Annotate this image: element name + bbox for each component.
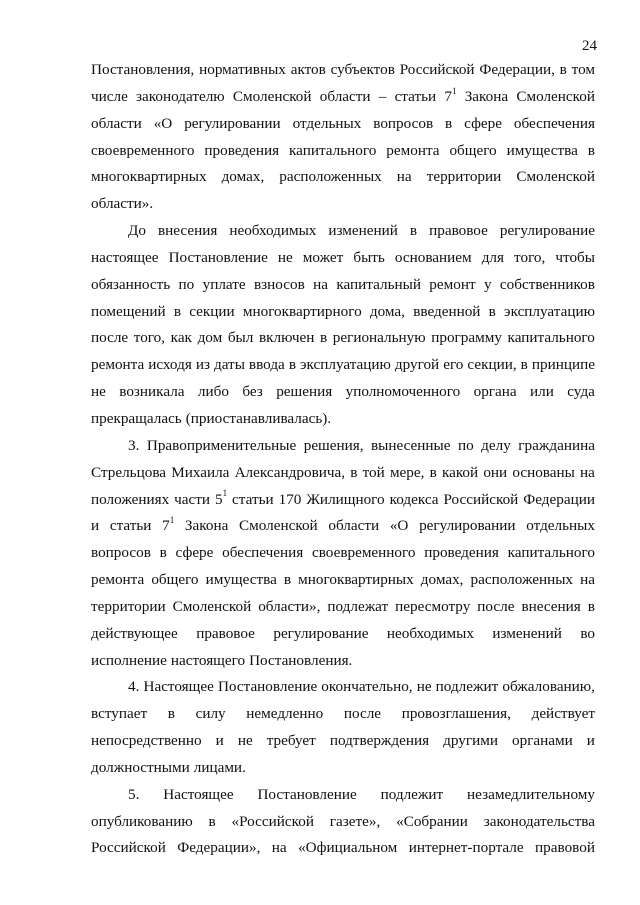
word: на [313,275,328,293]
word: подлежат [327,597,389,615]
word: Постановление [217,678,318,696]
word: дома, [369,302,405,320]
word: быть [353,248,385,266]
text-line [91,164,595,191]
word: правовой [535,839,595,857]
word: в [559,61,567,78]
text-line [91,540,595,567]
word: мере, [389,463,425,481]
text-line [91,433,595,460]
word: имущества [506,141,578,159]
word: необходимых [386,624,474,642]
text-line [91,835,595,862]
text-line [91,460,595,487]
word: той [362,463,385,481]
word: собственников [499,275,595,293]
text-line [91,809,595,836]
word: ремонт [429,275,476,293]
word: в [409,222,418,240]
word: его [443,356,464,374]
word: Федерации [523,490,595,508]
word: вопросов [91,544,151,562]
word: после [343,705,382,723]
word: $7^1$ [162,515,175,535]
word: актов [290,61,326,78]
word: по [178,275,195,293]
word: в [283,571,292,589]
word: провозглашения, [401,705,511,723]
word: взносов [254,275,305,293]
word: сфере [175,544,214,562]
word: они [483,463,508,481]
word: внесения [157,222,218,240]
word: был [227,329,254,347]
word: и [215,732,224,750]
text-line [91,594,595,621]
word: До [128,222,146,240]
word: Смоленской [516,87,595,105]
word: как [170,329,192,347]
word: секции [189,302,235,320]
word: силу [195,705,226,723]
word: во [580,624,595,642]
word: действует [531,705,595,723]
word: законодательства [483,812,595,830]
word: пересмотру [395,597,471,615]
word: в [350,463,358,481]
word: ремонта [91,571,145,589]
word: незамедлительному [467,785,595,803]
word: домах, [420,571,464,589]
word: опубликованию [91,812,193,830]
word: того, [133,329,166,347]
word: расположенных [470,571,574,589]
word: многоквартирных [298,571,414,589]
word: нормативных [199,61,286,78]
word: Закона [184,517,229,535]
word: «О [389,517,409,535]
word: региональную [332,329,426,347]
word: регулировании [184,114,281,132]
word: капитального [289,141,377,159]
word: области», [258,597,321,615]
word: «Собрании [396,812,468,830]
text-line [91,487,595,514]
word: какой [441,463,479,481]
word: без [242,383,263,401]
word: Смоленской [516,168,595,186]
word: Настоящее [143,678,214,696]
word: Федерации», [177,839,261,857]
word: после [91,329,129,347]
text-line [91,84,595,111]
word: 3. [128,436,140,454]
word: Российской [443,490,519,508]
word: области». [91,195,154,213]
text-line [91,245,595,272]
word: требует [266,732,316,750]
word: многоквартирных [91,168,207,186]
word: на [271,839,287,857]
word: возникала [119,383,185,401]
word: правовое [429,222,488,240]
word: секции, [467,356,517,374]
word: капитального [507,544,595,562]
word: $5^1$ [214,488,228,508]
word: на [396,168,412,186]
text-line [91,191,595,218]
word: интернет-портале [408,839,524,857]
word: капитального [507,329,595,347]
text-line [91,728,595,755]
word: эксплуатацию [300,356,391,374]
word: Закона [464,87,509,105]
word: обязанность [91,275,171,293]
word: «О [153,114,173,132]
word: части [174,490,211,508]
word: статьи [109,517,152,535]
word: статьи [394,87,437,105]
word: или [530,383,554,401]
word: принципе [531,356,595,374]
word: Михаила [171,463,230,481]
word: у [483,275,492,293]
word: не [91,383,106,401]
word: газете», [329,812,381,830]
word: Постановление [257,785,357,803]
word: домах, [221,168,265,186]
word: исходя [148,356,192,374]
word: суда [567,383,595,401]
word: правовое [196,624,255,642]
word: том [571,61,595,78]
word: может [302,248,344,266]
word: в [208,812,216,830]
word: либо [197,383,229,401]
word: в [159,544,167,562]
word: вынесенные [371,436,451,454]
text-line [91,513,595,540]
word: проведения [424,544,499,562]
word: немедленно [246,705,324,723]
text-line [91,782,595,809]
word: в [288,356,296,374]
word: прекращалась [91,409,182,427]
text-line [91,406,595,433]
word: на [580,571,595,589]
text-line [91,272,595,299]
word: не [277,248,293,266]
text-line [91,701,595,728]
word: Российской [91,839,166,857]
word: в [587,597,595,615]
word: в [173,302,181,320]
word: в [445,114,453,132]
word: уплате [202,275,246,293]
text-line [91,567,595,594]
word: не [416,678,432,696]
word: изменений [328,222,398,240]
word: другой [394,356,440,374]
word: внесения [521,597,581,615]
word: в [167,705,175,723]
word: для [481,248,504,266]
word: многоквартирного [242,302,362,320]
word: действующее [91,624,178,642]
word: положениях [91,490,170,508]
word: даты [213,356,245,374]
word: в [520,356,528,374]
word: органа [473,383,517,401]
word: ввода [248,356,285,374]
word: области [328,517,380,535]
word: вступает [91,705,148,723]
word: помещений [91,302,166,320]
word: гражданина [518,436,595,454]
word: программу [431,329,502,347]
word: должностными [91,758,190,776]
word: настоящего [170,651,246,669]
text-line [91,111,595,138]
word: ремонта [91,356,145,374]
word: «Официальном [298,839,398,857]
word: Жилищного [306,490,385,508]
word: в [429,463,437,481]
word: области [91,114,142,132]
word: включен [258,329,315,347]
text-line [91,325,595,352]
word: Смоленской [232,87,312,105]
word: чтобы [555,248,595,266]
word: не [237,732,253,750]
word: другими [443,732,498,750]
word: Постановления. [249,651,353,669]
word: Смоленской [172,597,252,615]
word: общего [449,141,497,159]
word: статьи [232,490,274,508]
word: Смоленской [239,517,318,535]
word: в [587,141,595,159]
word: Правоприменительные [146,436,297,454]
word: 5. [128,785,140,803]
word: непосредственно [91,732,202,750]
word: области [319,87,371,105]
word: в [319,329,328,347]
word: ремонта [386,141,440,159]
text-line [91,379,595,406]
word: делу [481,436,511,454]
word: на [580,463,595,481]
word: законодателю [136,87,225,105]
document-body [91,57,595,862]
word: лицами. [193,758,246,776]
word: «Российской [231,812,314,830]
word: по [457,436,474,454]
text-line [91,138,595,165]
word: капитальный [336,275,421,293]
word: Александровича, [234,463,346,481]
text-line [91,755,595,782]
word: Настоящее [163,785,234,803]
word: Постановление [168,248,268,266]
word: настоящее [91,248,159,266]
text-line [91,674,595,701]
word: 170 [278,490,302,508]
word: Федерации, [479,61,555,78]
word: Постановления, [91,61,195,78]
word: регулирование [499,222,595,240]
text-line [91,648,595,675]
word: проведения [204,141,280,159]
word: органами [512,732,573,750]
word: отдельных [292,114,362,132]
page-number: 24 [582,38,597,54]
word: субъектов [330,61,395,78]
word: регулирование [273,624,369,642]
word: сфере [464,114,502,132]
word: отдельных [526,517,595,535]
word: и [586,732,595,750]
word: основанием [394,248,472,266]
word: обеспечения [513,114,595,132]
word: обжалованию, [502,678,595,696]
word: после [477,597,515,615]
word: 4. [128,678,140,696]
word: из [195,356,210,374]
word: дом [197,329,223,347]
text-line [91,621,595,648]
word: территории [91,597,166,615]
word: необходимых [229,222,317,240]
word: числе [91,87,128,105]
word: того, [514,248,546,266]
text-line [91,352,595,379]
word: своевременного [311,544,416,562]
word: – [378,87,387,105]
word: своевременного [91,141,195,159]
word: Стрельцова [91,463,167,481]
word: изменений [492,624,562,642]
word: территории [426,168,502,186]
text-line [91,299,595,326]
word: регулировании [419,517,516,535]
word: имущества [205,571,277,589]
word: решения, [303,436,364,454]
text-line [91,57,595,84]
word: введенной [413,302,481,320]
text-line [91,218,595,245]
word: подтверждения [329,732,430,750]
word: в [488,302,496,320]
word: (приостанавливалась). [185,409,332,427]
word: кодекса [389,490,439,508]
word: решения [276,383,333,401]
word: вопросов [373,114,434,132]
word: подлежит [380,785,444,803]
word: $7^1$ [444,85,457,105]
word: обеспечения [222,544,304,562]
word: Российской [399,61,475,78]
word: окончательно, [321,678,413,696]
word: уполномоченного [345,383,461,401]
word: общего [151,571,199,589]
word: подлежит [435,678,499,696]
word: эксплуатацию [504,302,595,320]
word: и [91,517,100,535]
word: исполнение [91,651,167,669]
word: основаны [512,463,575,481]
word: расположенных [279,168,382,186]
